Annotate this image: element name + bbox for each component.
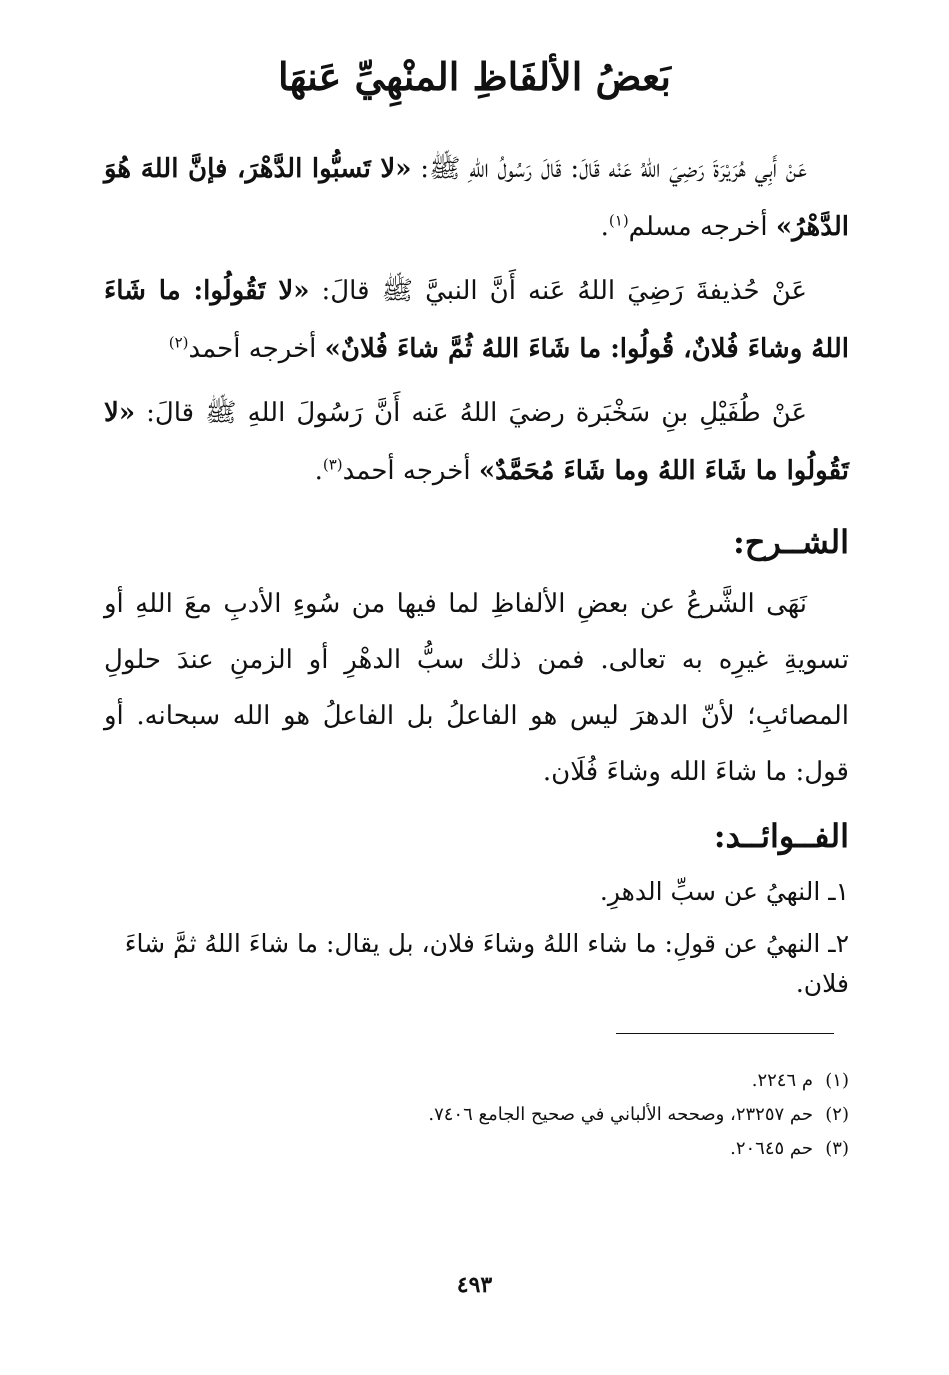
footnote-3 bbox=[104, 1134, 849, 1164]
footnote-ref: (٢) bbox=[168, 333, 189, 352]
hadith-2 bbox=[104, 262, 849, 378]
hadith-1 bbox=[104, 140, 849, 256]
hadith-source: أخرجه أحمد bbox=[342, 456, 479, 486]
footnote-number: (١) bbox=[825, 1070, 849, 1091]
footnote-1 bbox=[104, 1066, 849, 1096]
benefit-item-2: ٢ـ النهيُ عن قولِ: ما شاء اللهُ وشاءَ فلان، بل يقال: ما شاءَ اللهُ ثمَّ شاءَ فلان. bbox=[124, 929, 849, 998]
footnote-divider bbox=[616, 1033, 834, 1034]
hadith-source: أخرجه مسلم bbox=[628, 212, 776, 242]
hadith-intro: عَنْ أَبِي هُرَيْرَةَ رَضِيَ اللهُ عَنْه قَالَ: قَالَ رَسُولُ اللهِ ﷺ: bbox=[411, 154, 807, 184]
footnote-number: (٣) bbox=[825, 1138, 849, 1159]
footnote-ref: (١) bbox=[608, 211, 629, 230]
fawaid-heading: الفــوائــد: bbox=[713, 817, 849, 855]
footnote-ref: (٣) bbox=[322, 455, 343, 474]
hadith-quote: «لا تَقُولُوا: ما شَاءَ اللهُ وشاءَ فُلانٌ، قُولُوا: ما شَاءَ اللهُ ثُمَّ شاءَ فُلانٌ» bbox=[104, 276, 849, 364]
hadith-intro: عَنْ طُفَيْلِ بنِ سَخْبَرة رضيَ اللهُ عَنه أَنَّ رَسُولَ اللهِ ﷺ قالَ: bbox=[135, 398, 807, 428]
hadith-quote: «لا تَسبُّوا الدَّهْرَ، فإنَّ اللهَ هُوَ الدَّهْرُ» bbox=[104, 154, 849, 242]
hadith-intro: عَنْ حُذيفةَ رَضِيَ اللهُ عَنه أَنَّ النبيَّ ﷺ قالَ: bbox=[309, 276, 808, 306]
footnote-text: م ٢٢٤٦. bbox=[751, 1070, 813, 1091]
footnote-text: حم ٢٣٢٥٧، وصححه الألباني في صحيح الجامع ٧٤٠٦. bbox=[428, 1104, 813, 1125]
benefit-item-1: ١ـ النهيُ عن سبِّ الدهرِ. bbox=[599, 877, 849, 906]
sharh-heading: الشــرح: bbox=[732, 523, 849, 561]
page-number: ٤٩٣ bbox=[456, 1272, 493, 1298]
hadith-3 bbox=[104, 384, 849, 500]
sharh-text: نَهَى الشَّرعُ عن بعضِ الألفاظِ لما فيها من سُوءِ الأدبِ معَ اللهِ أو تسويةِ غيرِه به تعالى. فمن ذلك سبُّ الدهْرِ أو الزمنِ عندَ حلولِ المصائبِ؛ لأنّ الدهرَ ليس هو الفاعلُ بل الفاعلُ هو الله سبحانه. أو قول: ما شاءَ الله وشاءَ فُلَان. bbox=[104, 589, 849, 787]
hadith-source: أخرجه أحمد bbox=[188, 334, 325, 364]
hadith-end: . bbox=[600, 212, 609, 242]
footnote-text: حم ٢٠٦٤٥. bbox=[730, 1138, 813, 1159]
footnote-number: (٢) bbox=[825, 1104, 849, 1125]
hadith-quote: «لا تَقُولُوا ما شَاءَ اللهُ وما شَاءَ مُحَمَّدٌ» bbox=[104, 398, 849, 486]
footnote-2 bbox=[104, 1100, 849, 1130]
hadith-end: . bbox=[314, 456, 323, 486]
page-title: بَعضُ الألفَاظِ المنْهِيِّ عَنهَا bbox=[278, 54, 671, 99]
